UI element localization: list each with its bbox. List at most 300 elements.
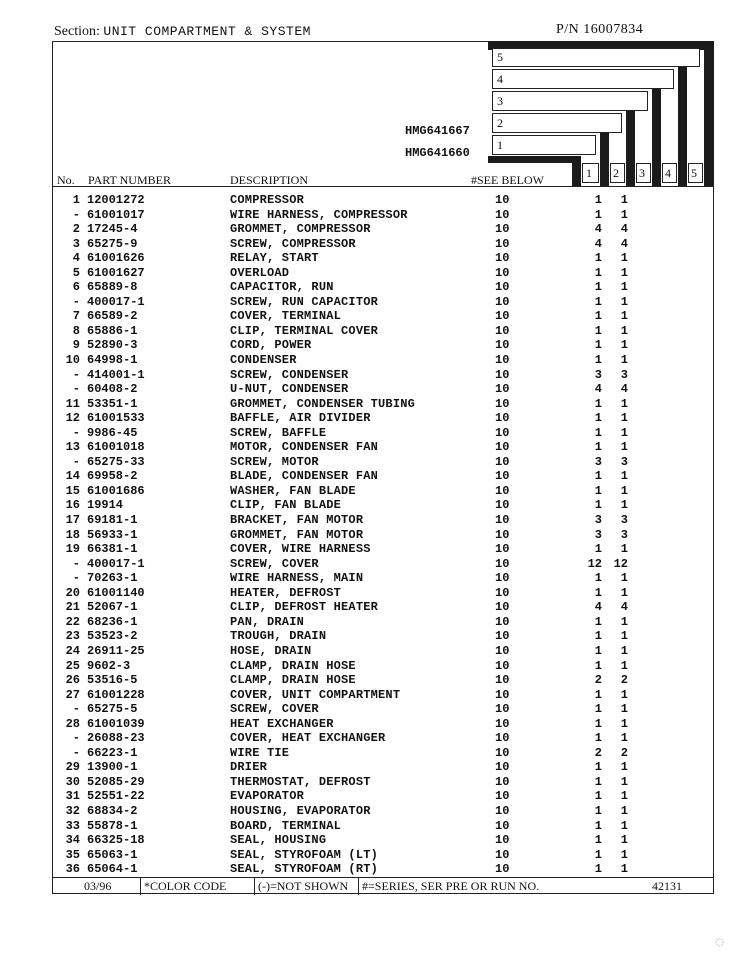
description: COVER, HEAT EXCHANGER	[230, 731, 386, 746]
table-row	[52, 295, 714, 310]
qty-series-1: 1	[594, 425, 602, 440]
description: CAPACITOR, RUN	[230, 280, 334, 295]
footer-not-shown: (-)=NOT SHOWN	[258, 879, 349, 893]
qty-series-1: 1	[594, 760, 602, 775]
part-number: 414001-1	[87, 367, 145, 382]
ladder-row-5	[492, 48, 700, 67]
qty-series-2: 3	[620, 513, 628, 528]
qty-series-1: 1	[594, 789, 602, 804]
table-row	[52, 237, 714, 252]
see-below: 10	[495, 469, 510, 484]
scan-mark-icon: ◌	[715, 937, 724, 948]
footer-sep	[140, 878, 141, 895]
see-below: 10	[495, 847, 510, 862]
qty-series-2: 1	[620, 789, 628, 804]
see-below: 10	[495, 614, 510, 629]
qty-series-2: 1	[620, 483, 628, 498]
qty-series-1: 4	[594, 600, 602, 615]
model-number-2: HMG641660	[405, 146, 470, 160]
qty-series-1: 1	[594, 614, 602, 629]
table-row	[52, 586, 714, 601]
row-number: -	[72, 367, 80, 382]
part-number: 61001686	[87, 483, 145, 498]
qty-series-2: 1	[620, 280, 628, 295]
description: WIRE HARNESS, COMPRESSOR	[230, 207, 408, 222]
qty-series-1: 1	[594, 774, 602, 789]
qty-series-1: 1	[594, 585, 602, 600]
see-below: 10	[495, 774, 510, 789]
row-number: 33	[65, 818, 80, 833]
part-number: 53523-2	[87, 629, 138, 644]
qty-series-1: 1	[594, 643, 602, 658]
qty-series-2: 1	[620, 687, 628, 702]
qty-series-2: 3	[620, 454, 628, 469]
row-number: 12	[65, 411, 80, 426]
pn-value: 16007834	[583, 22, 644, 37]
part-number: 65064-1	[87, 862, 138, 877]
qty-series-2: 1	[620, 585, 628, 600]
row-number: 35	[65, 847, 80, 862]
part-number: 52085-29	[87, 774, 145, 789]
qty-series-2: 4	[620, 222, 628, 237]
description: SCREW, COMPRESSOR	[230, 236, 356, 251]
part-number: 69958-2	[87, 469, 138, 484]
table-row	[52, 760, 714, 775]
part-number: 9986-45	[87, 425, 138, 440]
qty-series-1: 4	[594, 236, 602, 251]
description: COVER, TERMINAL	[230, 309, 342, 324]
part-number: 65886-1	[87, 323, 138, 338]
ladder-row-3	[492, 91, 648, 111]
part-number: 400017-1	[87, 294, 145, 309]
row-number: 30	[65, 774, 80, 789]
table-row	[52, 789, 714, 804]
part-number: 65275-5	[87, 702, 138, 717]
qty-series-2: 4	[620, 382, 628, 397]
footer-series-note: #=SERIES, SER PRE OR RUN NO.	[362, 879, 540, 893]
part-number: 52067-1	[87, 600, 138, 615]
see-below: 10	[495, 309, 510, 324]
description: EVAPORATOR	[230, 789, 305, 804]
row-number: -	[72, 294, 80, 309]
qty-series-2: 1	[620, 265, 628, 280]
see-below: 10	[495, 251, 510, 266]
description: SCREW, BAFFLE	[230, 425, 327, 440]
table-row	[52, 644, 714, 659]
description: TROUGH, DRAIN	[230, 629, 327, 644]
see-below: 10	[495, 687, 510, 702]
qty-series-1: 1	[594, 571, 602, 586]
table-row	[52, 862, 714, 877]
see-below: 10	[495, 643, 510, 658]
section-value: UNIT COMPARTMENT & SYSTEM	[103, 24, 311, 39]
table-row	[52, 659, 714, 674]
qty-series-2: 1	[620, 702, 628, 717]
table-row	[52, 615, 714, 630]
see-below: 10	[495, 629, 510, 644]
table-row	[52, 280, 714, 295]
qty-series-2: 3	[620, 527, 628, 542]
table-row	[52, 426, 714, 441]
ladder-bar-5	[704, 41, 714, 186]
ladder-label-2: 2	[497, 116, 503, 130]
row-number: 13	[65, 440, 80, 455]
ladder-label-1: 1	[497, 138, 503, 152]
row-number: 20	[65, 585, 80, 600]
col-header-no: No.	[57, 173, 75, 187]
see-below: 10	[495, 367, 510, 382]
qty-series-2: 1	[620, 847, 628, 862]
description: SCREW, CONDENSER	[230, 367, 349, 382]
qty-series-1: 1	[594, 411, 602, 426]
see-below: 10	[495, 731, 510, 746]
qty-series-2: 1	[620, 716, 628, 731]
qty-series-1: 1	[594, 309, 602, 324]
row-number: -	[72, 745, 80, 760]
col-header-desc: DESCRIPTION	[230, 173, 309, 187]
qty-series-2: 1	[620, 440, 628, 455]
part-number: 26088-23	[87, 731, 145, 746]
qty-series-1: 1	[594, 280, 602, 295]
series-col-5: 5	[691, 166, 697, 180]
see-below: 10	[495, 702, 510, 717]
description: SCREW, RUN CAPACITOR	[230, 294, 379, 309]
see-below: 10	[495, 803, 510, 818]
qty-series-2: 2	[620, 673, 628, 688]
part-number: 61001017	[87, 207, 145, 222]
row-number: 24	[65, 643, 80, 658]
table-row	[52, 746, 714, 761]
description: WASHER, FAN BLADE	[230, 483, 356, 498]
part-number: 61001018	[87, 440, 145, 455]
ladder-bar-1	[600, 132, 609, 186]
description: COVER, WIRE HARNESS	[230, 542, 371, 557]
table-row	[52, 848, 714, 863]
qty-series-2: 1	[620, 862, 628, 877]
row-number: 34	[65, 833, 80, 848]
row-number: 4	[72, 251, 80, 266]
description: CORD, POWER	[230, 338, 312, 353]
qty-series-1: 1	[594, 629, 602, 644]
row-number: 22	[65, 614, 80, 629]
qty-series-2: 1	[620, 818, 628, 833]
row-number: 32	[65, 803, 80, 818]
description: GROMMET, CONDENSER TUBING	[230, 396, 416, 411]
part-number: 61001039	[87, 716, 145, 731]
see-below: 10	[495, 323, 510, 338]
see-below: 10	[495, 338, 510, 353]
qty-series-1: 2	[594, 673, 602, 688]
see-below: 10	[495, 280, 510, 295]
part-number: 68834-2	[87, 803, 138, 818]
qty-series-2: 1	[620, 571, 628, 586]
table-row	[52, 251, 714, 266]
table-row	[52, 731, 714, 746]
part-number: 52890-3	[87, 338, 138, 353]
row-number: -	[72, 556, 80, 571]
qty-series-2: 4	[620, 236, 628, 251]
description: CLIP, DEFROST HEATER	[230, 600, 379, 615]
qty-series-2: 1	[620, 833, 628, 848]
qty-series-2: 1	[620, 323, 628, 338]
table-row	[52, 208, 714, 223]
description: COMPRESSOR	[230, 193, 305, 207]
row-number: 27	[65, 687, 80, 702]
ladder-row-2	[492, 113, 622, 133]
description: GROMMET, COMPRESSOR	[230, 222, 371, 237]
qty-series-2: 1	[620, 542, 628, 557]
qty-series-1: 1	[594, 716, 602, 731]
qty-series-1: 2	[594, 745, 602, 760]
part-number: 12001272	[87, 193, 145, 207]
series-col-2: 2	[613, 166, 619, 180]
description: SCREW, COVER	[230, 702, 319, 717]
parts-rows	[52, 193, 714, 877]
row-number: 36	[65, 862, 80, 877]
row-number: 1	[72, 193, 80, 207]
table-row	[52, 542, 714, 557]
qty-series-1: 1	[594, 833, 602, 848]
qty-series-2: 1	[620, 774, 628, 789]
description: THERMOSTAT, DEFROST	[230, 774, 371, 789]
qty-series-2: 1	[620, 396, 628, 411]
see-below: 10	[495, 585, 510, 600]
see-below: 10	[495, 833, 510, 848]
description: HOSE, DRAIN	[230, 643, 312, 658]
row-number: 3	[72, 236, 80, 251]
part-number: 66223-1	[87, 745, 138, 760]
row-number: 23	[65, 629, 80, 644]
description: SCREW, COVER	[230, 556, 319, 571]
description: PAN, DRAIN	[230, 614, 305, 629]
table-row	[52, 571, 714, 586]
see-below: 10	[495, 556, 510, 571]
table-row	[52, 673, 714, 688]
part-number: 53351-1	[87, 396, 138, 411]
qty-series-1: 12	[587, 556, 602, 571]
description: U-NUT, CONDENSER	[230, 382, 349, 397]
see-below: 10	[495, 600, 510, 615]
see-below: 10	[495, 498, 510, 513]
table-row	[52, 411, 714, 426]
ladder-bar-0	[572, 156, 581, 186]
row-number: 7	[72, 309, 80, 324]
row-number: 14	[65, 469, 80, 484]
see-below: 10	[495, 789, 510, 804]
table-row	[52, 193, 714, 208]
table-row	[52, 629, 714, 644]
qty-series-1: 3	[594, 367, 602, 382]
table-row	[52, 469, 714, 484]
table-row	[52, 775, 714, 790]
row-number: -	[72, 702, 80, 717]
description: BLADE, CONDENSER FAN	[230, 469, 379, 484]
qty-series-1: 1	[594, 440, 602, 455]
row-number: 25	[65, 658, 80, 673]
part-number: 70263-1	[87, 571, 138, 586]
ladder-label-3: 3	[497, 94, 503, 108]
footer-date: 03/96	[84, 879, 112, 893]
see-below: 10	[495, 658, 510, 673]
see-below: 10	[495, 425, 510, 440]
qty-series-2: 1	[620, 469, 628, 484]
footer-sep	[254, 878, 255, 895]
row-number: 31	[65, 789, 80, 804]
qty-series-1: 1	[594, 847, 602, 862]
qty-series-1: 3	[594, 454, 602, 469]
table-row	[52, 833, 714, 848]
series-col-3: 3	[639, 166, 645, 180]
part-number: 19914	[87, 498, 124, 513]
table-row	[52, 338, 714, 353]
part-number: 64998-1	[87, 353, 138, 368]
table-row	[52, 688, 714, 703]
part-number: 52551-22	[87, 789, 145, 804]
description: CLIP, TERMINAL COVER	[230, 323, 379, 338]
description: RELAY, START	[230, 251, 319, 266]
part-number: 65275-9	[87, 236, 138, 251]
row-number: -	[72, 425, 80, 440]
qty-series-2: 1	[620, 629, 628, 644]
description: DRIER	[230, 760, 268, 775]
qty-series-1: 1	[594, 323, 602, 338]
description: GROMMET, FAN MOTOR	[230, 527, 364, 542]
row-number: 11	[65, 396, 80, 411]
qty-series-2: 1	[620, 193, 628, 207]
qty-series-2: 1	[620, 309, 628, 324]
table-row	[52, 368, 714, 383]
part-number: 66325-18	[87, 833, 145, 848]
ladder-row-1	[492, 135, 596, 155]
row-number: 17	[65, 513, 80, 528]
description: SEAL, STYROFOAM (RT)	[230, 862, 379, 877]
row-number: 8	[72, 323, 80, 338]
qty-series-2: 4	[620, 600, 628, 615]
qty-series-2: 1	[620, 643, 628, 658]
table-row	[52, 353, 714, 368]
part-number: 60408-2	[87, 382, 138, 397]
footer-bar	[52, 877, 714, 895]
row-number: 28	[65, 716, 80, 731]
table-row	[52, 528, 714, 543]
see-below: 10	[495, 396, 510, 411]
see-below: 10	[495, 382, 510, 397]
part-number-header	[556, 22, 643, 38]
description: BAFFLE, AIR DIVIDER	[230, 411, 371, 426]
row-number: 18	[65, 527, 80, 542]
ladder-bar-4	[678, 66, 687, 186]
qty-series-2: 1	[620, 294, 628, 309]
see-below: 10	[495, 294, 510, 309]
row-number: 10	[65, 353, 80, 368]
qty-series-2: 1	[620, 411, 628, 426]
qty-series-1: 1	[594, 658, 602, 673]
row-number: -	[72, 571, 80, 586]
part-number: 65889-8	[87, 280, 138, 295]
qty-series-1: 1	[594, 353, 602, 368]
table-row	[52, 455, 714, 470]
qty-series-2: 1	[620, 731, 628, 746]
see-below: 10	[495, 542, 510, 557]
row-number: 26	[65, 673, 80, 688]
ladder-label-5: 5	[497, 50, 503, 64]
row-number: 19	[65, 542, 80, 557]
row-number: -	[72, 454, 80, 469]
qty-series-2: 1	[620, 803, 628, 818]
part-number: 56933-1	[87, 527, 138, 542]
qty-series-2: 1	[620, 251, 628, 266]
see-below: 10	[495, 353, 510, 368]
description: SEAL, STYROFOAM (LT)	[230, 847, 379, 862]
description: COVER, UNIT COMPARTMENT	[230, 687, 401, 702]
series-col-1: 1	[586, 166, 592, 180]
see-below: 10	[495, 760, 510, 775]
see-below: 10	[495, 571, 510, 586]
pn-label: P/N	[556, 22, 580, 37]
row-number: 15	[65, 483, 80, 498]
row-number: 9	[72, 338, 80, 353]
part-number: 68236-1	[87, 614, 138, 629]
part-number: 65063-1	[87, 847, 138, 862]
table-row	[52, 717, 714, 732]
see-below: 10	[495, 454, 510, 469]
ladder-row-4	[492, 69, 674, 89]
table-row	[52, 498, 714, 513]
qty-series-1: 1	[594, 338, 602, 353]
ladder-bar-base	[488, 156, 578, 163]
description: SEAL, HOUSING	[230, 833, 327, 848]
footer-code: 42131	[652, 879, 682, 893]
see-below: 10	[495, 745, 510, 760]
part-number: 61001626	[87, 251, 145, 266]
qty-series-2: 1	[620, 658, 628, 673]
part-number: 65275-33	[87, 454, 145, 469]
see-below: 10	[495, 673, 510, 688]
see-below: 10	[495, 818, 510, 833]
footer-color-code: *COLOR CODE	[144, 879, 227, 893]
description: WIRE HARNESS, MAIN	[230, 571, 364, 586]
description: HEAT EXCHANGER	[230, 716, 334, 731]
part-number: 61001228	[87, 687, 145, 702]
qty-series-2: 2	[620, 745, 628, 760]
table-row	[52, 266, 714, 281]
see-below: 10	[495, 527, 510, 542]
qty-series-1: 1	[594, 251, 602, 266]
see-below: 10	[495, 236, 510, 251]
row-number: 2	[72, 222, 80, 237]
qty-series-1: 1	[594, 731, 602, 746]
description: CONDENSER	[230, 353, 297, 368]
part-number: 55878-1	[87, 818, 138, 833]
row-number: 21	[65, 600, 80, 615]
qty-series-2: 1	[620, 425, 628, 440]
part-number: 61001140	[87, 585, 145, 600]
table-row	[52, 600, 714, 615]
qty-series-1: 1	[594, 294, 602, 309]
row-number: 16	[65, 498, 80, 513]
qty-series-2: 1	[620, 207, 628, 222]
see-below: 10	[495, 716, 510, 731]
qty-series-1: 3	[594, 513, 602, 528]
col-header-part: PART NUMBER	[88, 173, 171, 187]
qty-series-2: 1	[620, 353, 628, 368]
section-title	[54, 24, 311, 40]
see-below: 10	[495, 207, 510, 222]
table-row	[52, 702, 714, 717]
description: BOARD, TERMINAL	[230, 818, 342, 833]
qty-series-1: 1	[594, 702, 602, 717]
description: HOUSING, EVAPORATOR	[230, 803, 371, 818]
